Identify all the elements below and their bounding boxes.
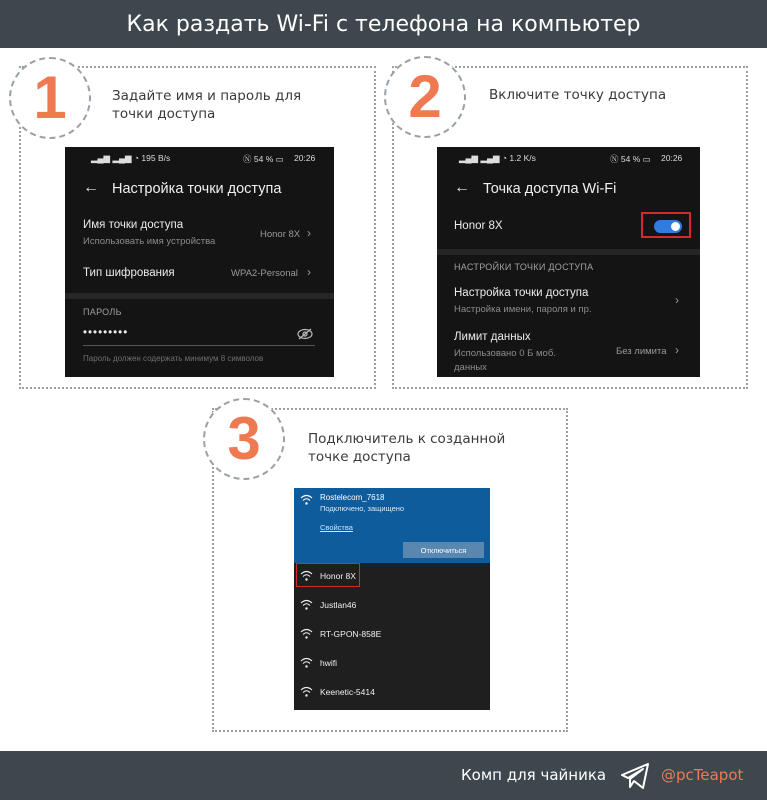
- chevron-right-icon: ›: [307, 265, 311, 279]
- ssid-label: Имя точки доступа: [83, 219, 184, 231]
- status-signal: ▂▄▆ ▂▄▆ ◔ 1.2 K/s: [459, 153, 536, 163]
- wifi-icon: [300, 656, 313, 669]
- ssid-sublabel: Использовать имя устройства: [83, 236, 216, 247]
- page-footer: [0, 751, 767, 800]
- step-3-caption-line-1: Подключитель к созданной: [308, 431, 506, 447]
- network-name: Justlan46: [320, 600, 357, 610]
- encryption-label: Тип шифрования: [83, 267, 175, 279]
- config-label: Настройка точки доступа: [454, 287, 589, 299]
- limit-sublabel-1: Использовано 0 Б моб.: [454, 348, 556, 359]
- connected-network-name: Rostelecom_7618: [320, 493, 385, 502]
- wifi-hotspot-screen: [437, 147, 700, 377]
- chevron-right-icon: ›: [675, 343, 679, 357]
- page-header: [0, 0, 767, 48]
- step-3-number: 3: [227, 405, 261, 472]
- encryption-value: WPA2-Personal: [231, 268, 298, 279]
- step-2-number: 2: [408, 63, 442, 130]
- step-3-caption-line-2: точке доступа: [308, 449, 411, 465]
- wifi-icon: [300, 493, 313, 506]
- password-hint: Пароль должен содержать минимум 8 символов: [83, 354, 264, 363]
- page-title: Как раздать Wi-Fi с телефона на компьютер: [126, 11, 641, 37]
- back-arrow-icon[interactable]: ←: [454, 179, 470, 196]
- password-underline: [83, 345, 315, 346]
- disconnect-button[interactable]: Отключиться: [403, 542, 484, 558]
- step-3-badge: [203, 398, 285, 480]
- network-name: Honor 8X: [320, 571, 356, 581]
- network-name: hwifi: [320, 658, 338, 668]
- telegram-icon[interactable]: [619, 761, 651, 791]
- step-1-caption-line-2: точки доступа: [112, 106, 216, 122]
- eye-off-icon[interactable]: [297, 327, 313, 345]
- step-1-caption: [112, 87, 362, 123]
- status-time: 20:26: [294, 153, 316, 163]
- password-field[interactable]: •••••••••: [83, 327, 129, 339]
- chevron-right-icon: ›: [307, 226, 311, 240]
- step-1-number: 1: [33, 64, 67, 131]
- network-item[interactable]: [294, 650, 489, 679]
- back-arrow-icon[interactable]: ←: [83, 179, 99, 196]
- limit-sublabel-2: данных: [454, 362, 487, 373]
- password-section-title: ПАРОЛЬ: [83, 307, 122, 317]
- connected-network-status: Подключено, защищено: [320, 504, 405, 513]
- wifi-icon: [300, 685, 313, 698]
- connected-network-card[interactable]: [294, 488, 490, 563]
- step-3-caption: [308, 430, 558, 466]
- footer-handle[interactable]: @pcTeapot: [661, 766, 744, 784]
- network-name: RT-GPON-858E: [320, 629, 382, 639]
- config-sublabel: Настройка имени, пароля и пр.: [454, 304, 592, 315]
- network-name: Keenetic-5414: [320, 687, 375, 697]
- screen-title: Настройка точки доступа: [112, 181, 282, 197]
- properties-link[interactable]: Свойства: [320, 523, 353, 532]
- wifi-icon: [300, 627, 313, 640]
- network-item[interactable]: [294, 679, 489, 708]
- windows-wifi-list: [294, 488, 490, 710]
- step-1-badge: [9, 57, 91, 139]
- step-2-caption-line-1: Включите точку доступа: [489, 87, 667, 103]
- status-battery: Ⓝ 54 % ▭: [610, 154, 651, 164]
- section-divider: [437, 249, 700, 255]
- hotspot-toggle[interactable]: [654, 220, 682, 233]
- limit-value: Без лимита: [616, 346, 667, 357]
- status-time: 20:26: [661, 153, 683, 163]
- toggle-knob: [671, 222, 680, 231]
- wifi-icon: [300, 598, 313, 611]
- section-divider: [65, 293, 334, 299]
- limit-label: Лимит данных: [454, 331, 531, 343]
- status-signal: ▂▄▆ ▂▄▆ ◔ 195 B/s: [91, 153, 171, 163]
- footer-brand: Комп для чайника: [461, 766, 607, 784]
- status-battery: Ⓝ 54 % ▭: [243, 154, 284, 164]
- chevron-right-icon: ›: [675, 293, 679, 307]
- step-2-badge: [384, 56, 466, 138]
- screen-title: Точка доступа Wi-Fi: [483, 181, 617, 197]
- step-2-caption: [489, 86, 729, 104]
- network-highlight: [296, 563, 360, 587]
- hotspot-settings-screen: [65, 147, 334, 377]
- network-item[interactable]: [294, 592, 489, 621]
- hotspot-name: Honor 8X: [454, 220, 503, 232]
- network-item[interactable]: [294, 621, 489, 650]
- ssid-value: Honor 8X: [260, 229, 301, 240]
- step-1-caption-line-1: Задайте имя и пароль для: [112, 88, 302, 104]
- hotspot-settings-section: НАСТРОЙКИ ТОЧКИ ДОСТУПА: [454, 262, 594, 272]
